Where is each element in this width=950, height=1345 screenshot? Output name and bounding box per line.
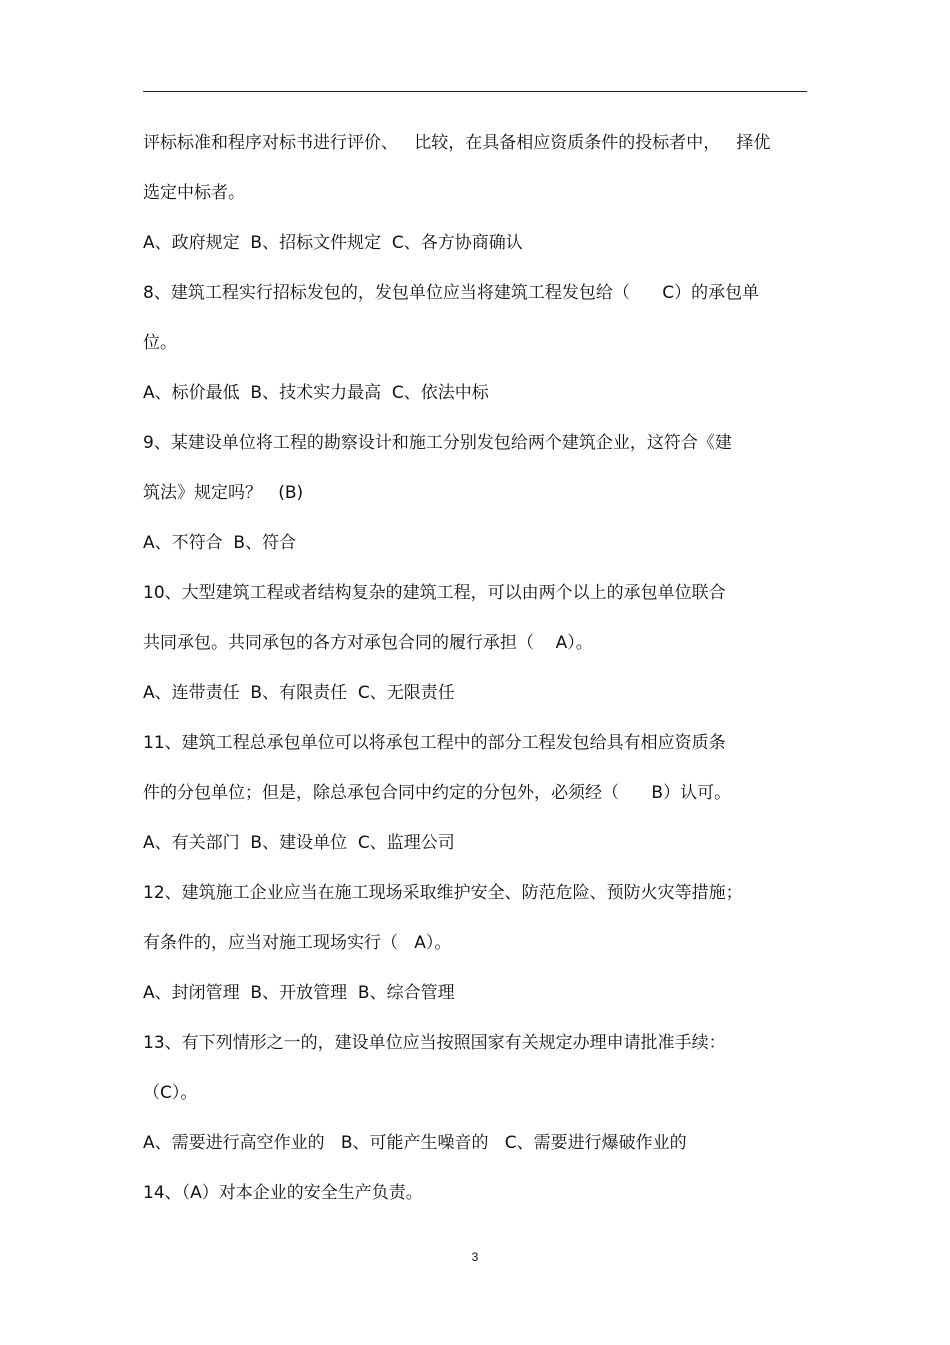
text-line: 件的分包单位；但是，除总承包合同中约定的分包外，必须经（ B）认可。: [143, 783, 732, 803]
question-9: 9、某建设单位将工程的勘察设计和施工分别发包给两个建筑企业，这符合《建: [143, 433, 732, 453]
text-line: 评标标准和程序对标书进行评价、 比较，在具备相应资质条件的投标者中， 择优: [143, 133, 771, 153]
question-11: 11、建筑工程总承包单位可以将承包工程中的部分工程发包给具有相应资质条: [143, 733, 726, 753]
answer-options: A、需要进行高空作业的 B、可能产生噪音的 C、需要进行爆破作业的: [143, 1133, 687, 1153]
header-rule: [143, 91, 807, 92]
answer-options: A、有关部门 B、建设单位 C、监理公司: [143, 833, 455, 853]
answer-options: A、连带责任 B、有限责任 C、无限责任: [143, 683, 455, 703]
question-8: 8、建筑工程实行招标发包的，发包单位应当将建筑工程发包给（ C）的承包单: [143, 283, 760, 303]
answer-options: A、政府规定 B、招标文件规定 C、各方协商确认: [143, 233, 523, 253]
answer-options: A、不符合 B、符合: [143, 533, 297, 553]
text-line: 筑法》规定吗？ (B): [143, 483, 304, 503]
question-14: 14、（A）对本企业的安全生产负责。: [143, 1183, 423, 1203]
text-line: 选定中标者。: [143, 183, 245, 203]
answer-options: A、封闭管理 B、开放管理 B、综合管理: [143, 983, 455, 1003]
answer-options: A、标价最低 B、技术实力最高 C、依法中标: [143, 383, 489, 403]
text-line: 共同承包。共同承包的各方对承包合同的履行承担（ A）。: [143, 633, 593, 653]
text-line: 位。: [143, 333, 177, 353]
text-line: 有条件的，应当对施工现场实行（ A）。: [143, 933, 452, 953]
question-10: 10、大型建筑工程或者结构复杂的建筑工程，可以由两个以上的承包单位联合: [143, 583, 726, 603]
question-12: 12、建筑施工企业应当在施工现场采取维护安全、防范危险、预防火灾等措施；: [143, 883, 743, 903]
text-line: （C）。: [143, 1083, 198, 1103]
page-number: 3: [471, 1250, 479, 1264]
question-13: 13、有下列情形之一的，建设单位应当按照国家有关规定办理申请批准手续：: [143, 1033, 726, 1053]
